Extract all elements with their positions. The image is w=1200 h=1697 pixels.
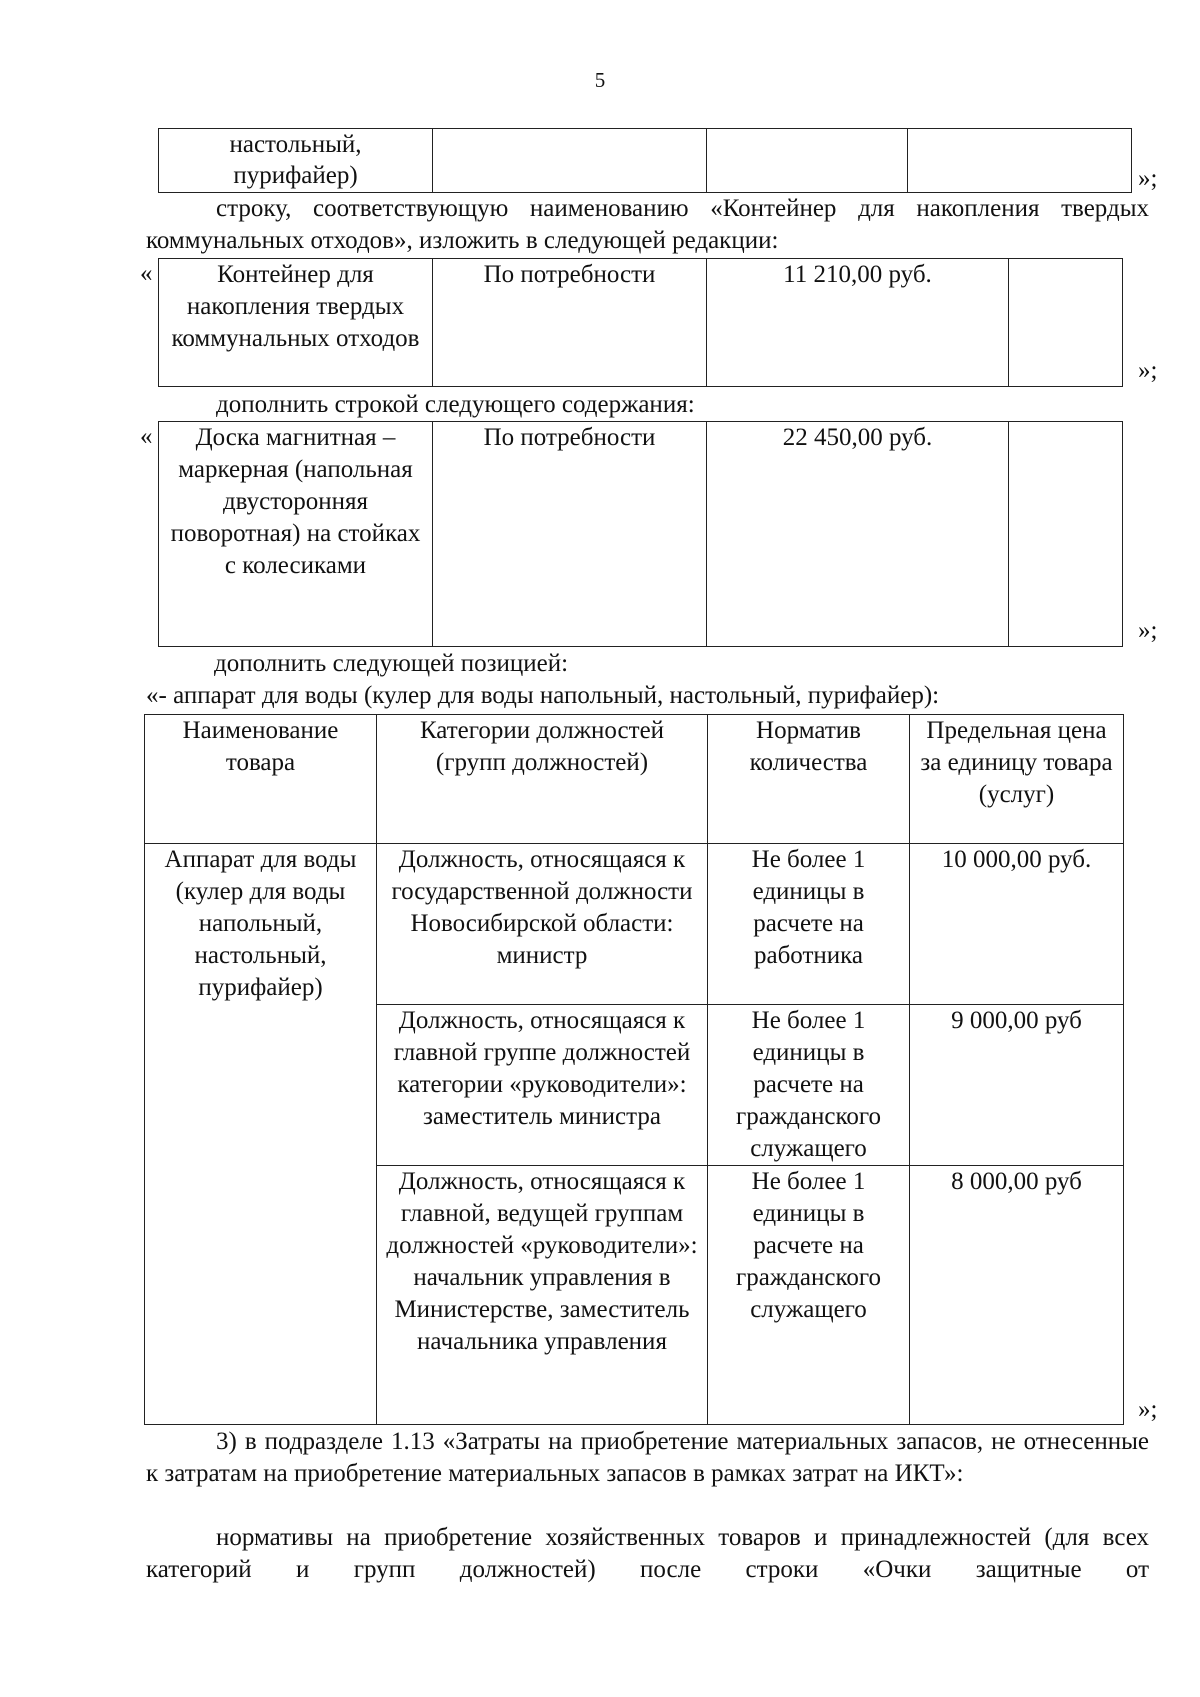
- table-cell-price: 10 000,00 руб.: [910, 844, 1124, 1005]
- closing-quote: »;: [1138, 1396, 1158, 1423]
- opening-quote: «: [140, 423, 153, 450]
- table-header: Предельная цена за единицу товара (услуг): [910, 715, 1124, 844]
- table-cell-norm: По потребности: [433, 422, 707, 647]
- table-water-dispenser: [144, 714, 1124, 1425]
- table-continuation: [158, 128, 1132, 193]
- table-cell-category: Должность, относящаяся к главной, ведущей группам должностей «руководители»: начальник управления в Министерстве, заместитель начальника управления: [377, 1166, 708, 1425]
- page-number: 5: [594, 68, 606, 92]
- table-cell-price: 11 210,00 руб.: [707, 259, 1009, 387]
- paragraph: «- аппарат для воды (кулер для воды напольный, настольный, пурифайер):: [146, 682, 940, 709]
- table-cell-name: Контейнер для накопления твердых коммунальных отходов: [159, 259, 433, 387]
- table-header: Категории должностей (групп должностей): [377, 715, 708, 844]
- table-cell-norm: По потребности: [433, 259, 707, 387]
- closing-quote: »;: [1138, 617, 1158, 644]
- table-cell-name: Доска магнитная – маркерная (напольная двусторонняя поворотная) на стойках с колесиками: [159, 422, 433, 647]
- table-cell-price: 22 450,00 руб.: [707, 422, 1009, 647]
- table-cell: [433, 129, 707, 193]
- table-cell: [1009, 259, 1123, 387]
- table-cell: [1009, 422, 1123, 647]
- table-cell-norm: Не более 1 единицы в расчете на работника: [708, 844, 910, 1005]
- paragraph: нормативы на приобретение хозяйственных товаров и принадлежностей (для всех категорий и групп должностей) после строки «Очки защитные от: [146, 1524, 1149, 1583]
- table-cell-category: Должность, относящаяся к главной группе должностей категории «руководители»: заместитель министра: [377, 1005, 708, 1166]
- table-header: Наименование товара: [145, 715, 377, 844]
- table-cell-price: 8 000,00 руб: [910, 1166, 1124, 1425]
- paragraph: дополнить строкой следующего содержания:: [216, 391, 695, 418]
- table-cell-item-name: Аппарат для воды (кулер для воды напольный, настольный, пурифайер): [145, 844, 377, 1425]
- opening-quote: «: [140, 260, 153, 287]
- table-container-row: [158, 258, 1123, 387]
- paragraph: 3) в подразделе 1.13 «Затраты на приобретение материальных запасов, не отнесенные к затратам на приобретение материальных запасов в рамках затрат на ИКТ»:: [146, 1428, 1149, 1487]
- closing-quote: »;: [1138, 165, 1158, 192]
- closing-quote: »;: [1138, 357, 1158, 384]
- table-header: Норматив количества: [708, 715, 910, 844]
- table-cell: настольный, пурифайер): [159, 129, 433, 193]
- table-board-row: [158, 421, 1123, 647]
- table-cell-norm: Не более 1 единицы в расчете на гражданского служащего: [708, 1166, 910, 1425]
- table-cell-category: Должность, относящаяся к государственной должности Новосибирской области: министр: [377, 844, 708, 1005]
- table-cell: [908, 129, 1132, 193]
- paragraph: дополнить следующей позицией:: [214, 650, 569, 677]
- paragraph: строку, соответствующую наименованию «Контейнер для накопления твердых коммунальных отходов», изложить в следующей редакции:: [146, 195, 1149, 254]
- table-cell: [707, 129, 908, 193]
- table-cell-price: 9 000,00 руб: [910, 1005, 1124, 1166]
- table-cell-norm: Не более 1 единицы в расчете на гражданского служащего: [708, 1005, 910, 1166]
